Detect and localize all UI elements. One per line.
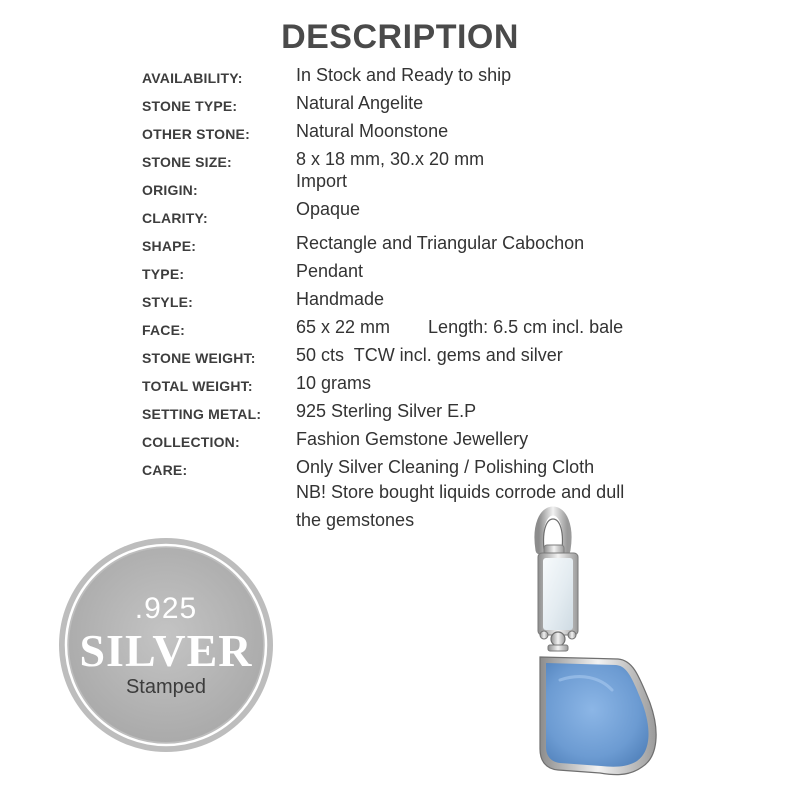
- spec-label: TYPE:: [142, 266, 185, 282]
- spec-label: STONE TYPE:: [142, 98, 238, 114]
- badge-metal: SILVER: [79, 625, 253, 676]
- spec-label: STONE SIZE:: [142, 154, 232, 170]
- spec-value: Import: [296, 171, 348, 191]
- care-note-line-2: the gemstones: [296, 510, 415, 530]
- spec-row-stone-weight: [142, 342, 742, 370]
- spec-row-shape: [142, 230, 742, 258]
- spec-row-collection: [142, 426, 742, 454]
- spec-row-care: [142, 454, 742, 482]
- spec-label: TOTAL WEIGHT:: [142, 378, 253, 394]
- spec-label: SHAPE:: [142, 238, 197, 254]
- page-title: DESCRIPTION: [281, 18, 519, 56]
- spec-row-style: [142, 286, 742, 314]
- spec-label: COLLECTION:: [142, 434, 240, 450]
- spec-label: FACE:: [142, 322, 185, 338]
- spec-value: Only Silver Cleaning / Polishing Cloth: [296, 457, 595, 477]
- spec-value: [296, 317, 623, 338]
- spec-row-setting-metal: [142, 398, 742, 426]
- spec-value: Natural Angelite: [296, 93, 424, 113]
- care-note-line-1: NB! Store bought liquids corrode and dull: [296, 482, 625, 502]
- spec-row-face: [142, 314, 742, 342]
- spec-value: Fashion Gemstone Jewellery: [296, 429, 529, 449]
- spec-value: 10 grams: [296, 373, 372, 393]
- silver-stamp-badge: [57, 536, 275, 754]
- spec-label: SETTING METAL:: [142, 406, 262, 422]
- face-size: 65 x 22 mm: [296, 317, 391, 337]
- spec-value: Pendant: [296, 261, 364, 281]
- spec-label: ORIGIN:: [142, 182, 198, 198]
- badge-purity: .925: [134, 592, 198, 625]
- spec-list: [142, 62, 742, 482]
- pendant-icon: [500, 505, 720, 795]
- face-length: Length: 6.5 cm incl. bale: [428, 317, 624, 337]
- spec-row-availability: [142, 62, 742, 90]
- spec-row-stone-type: [142, 90, 742, 118]
- spec-row-type: [142, 258, 742, 286]
- spec-row-clarity: [142, 199, 742, 230]
- spec-row-other-stone: [142, 118, 742, 146]
- spec-value: 50 cts TCW incl. gems and silver: [296, 345, 563, 365]
- spec-label: STONE WEIGHT:: [142, 350, 256, 366]
- spec-value: 8 x 18 mm, 30.x 20 mm: [296, 149, 485, 169]
- spec-value: Rectangle and Triangular Cabochon: [296, 233, 585, 253]
- spec-value: In Stock and Ready to ship: [296, 65, 512, 85]
- spec-value: 925 Sterling Silver E.P: [296, 401, 477, 421]
- spec-label: OTHER STONE:: [142, 126, 250, 142]
- spec-label: CARE:: [142, 462, 188, 478]
- spec-value: Handmade: [296, 289, 385, 309]
- product-image: [500, 505, 720, 795]
- spec-label: CLARITY:: [142, 210, 208, 226]
- badge-note: Stamped: [125, 676, 207, 698]
- spec-value: Natural Moonstone: [296, 121, 449, 141]
- spec-row-stone-size: [142, 146, 742, 174]
- spec-label: AVAILABILITY:: [142, 70, 243, 86]
- spec-row-origin: [142, 171, 742, 202]
- spec-value: Opaque: [296, 199, 361, 219]
- spec-label: STYLE:: [142, 294, 193, 310]
- spec-row-total-weight: [142, 370, 742, 398]
